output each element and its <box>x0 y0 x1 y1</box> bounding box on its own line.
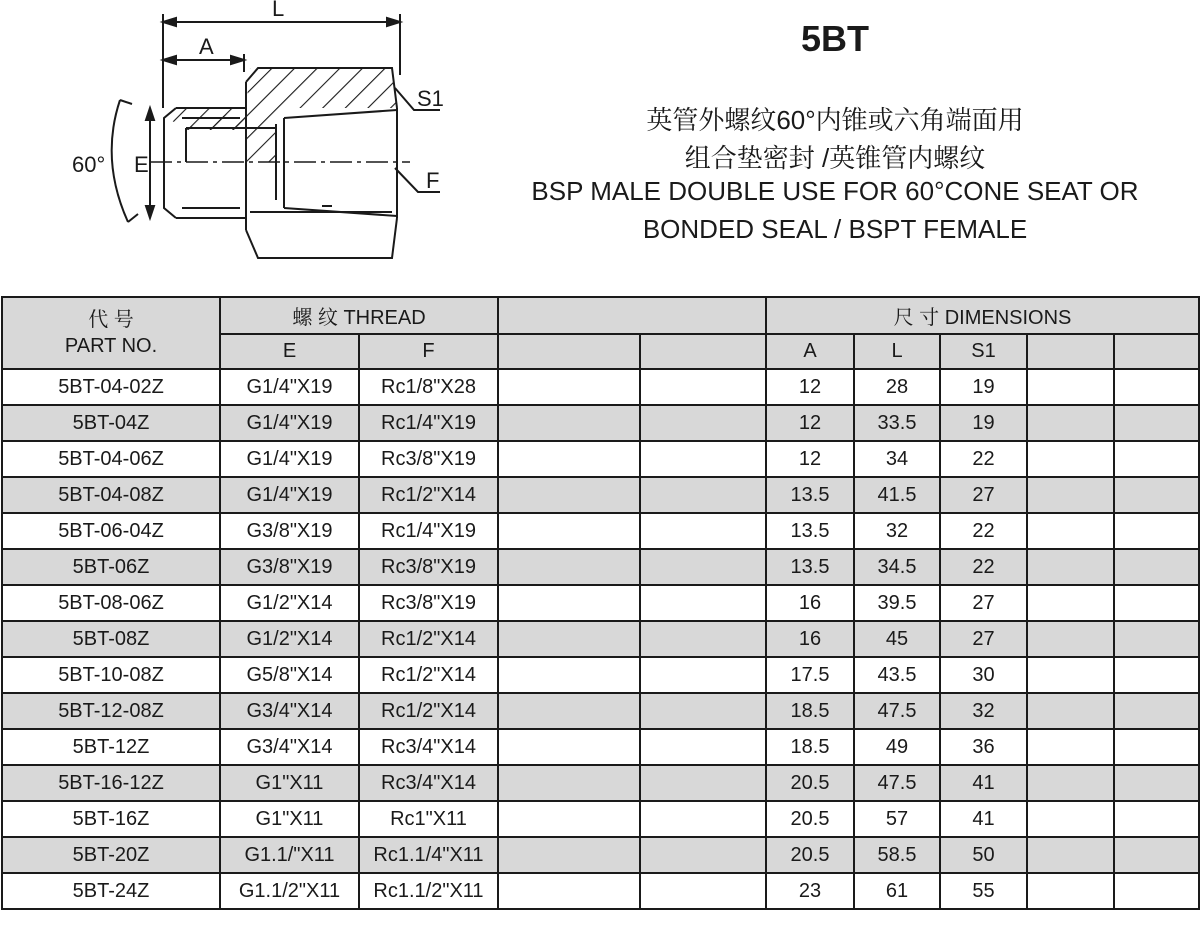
blank-cell <box>640 513 766 549</box>
blank-cell <box>640 477 766 513</box>
thread-f-cell: Rc1/2"X14 <box>359 693 498 729</box>
dim-a-cell: 12 <box>766 441 854 477</box>
dim-l-cell: 34 <box>854 441 940 477</box>
dim-a-cell: 13.5 <box>766 513 854 549</box>
dim-l-cell: 33.5 <box>854 405 940 441</box>
blank-cell <box>1027 837 1114 873</box>
blank-cell <box>498 873 640 909</box>
dim-l-cell: 58.5 <box>854 837 940 873</box>
dim-a-cell: 16 <box>766 585 854 621</box>
blank-cell <box>640 585 766 621</box>
thread-e-cell: G1/2"X14 <box>220 621 359 657</box>
blank-cell <box>1114 441 1199 477</box>
blank-cell <box>498 837 640 873</box>
blank-cell <box>498 585 640 621</box>
blank-header-cell <box>640 334 766 369</box>
dim-s1-cell: 27 <box>940 585 1027 621</box>
blank-cell <box>1027 621 1114 657</box>
blank-cell <box>1114 477 1199 513</box>
thread-e-cell: G1"X11 <box>220 801 359 837</box>
blank-cell <box>640 621 766 657</box>
blank-cell <box>640 405 766 441</box>
thread-f-cell: Rc3/8"X19 <box>359 585 498 621</box>
description-en-2: BONDED SEAL / BSPT FEMALE <box>642 214 1028 244</box>
blank-cell <box>1027 477 1114 513</box>
label-angle: 60° <box>72 152 106 177</box>
label-F: F <box>426 168 440 193</box>
description-cn-2: 组合垫密封 /英锥管内螺纹 <box>684 143 986 173</box>
thread-e-cell: G3/4"X14 <box>220 729 359 765</box>
l-header: L <box>854 334 940 369</box>
blank-cell <box>1027 693 1114 729</box>
thread-e-cell: G3/8"X19 <box>220 549 359 585</box>
blank-header <box>498 297 766 334</box>
dim-a-cell: 17.5 <box>766 657 854 693</box>
blank-cell <box>1114 837 1199 873</box>
thread-f-cell: Rc1/2"X14 <box>359 477 498 513</box>
blank-cell <box>1027 657 1114 693</box>
part-no-cell: 5BT-04-08Z <box>2 477 220 513</box>
label-A: A <box>199 34 214 59</box>
blank-cell <box>1027 765 1114 801</box>
dim-s1-cell: 22 <box>940 441 1027 477</box>
thread-e-cell: G1/4"X19 <box>220 477 359 513</box>
blank-cell <box>498 441 640 477</box>
dim-a-cell: 13.5 <box>766 477 854 513</box>
thread-e-cell: G1/2"X14 <box>220 585 359 621</box>
blank-cell <box>498 657 640 693</box>
part-no-cell: 5BT-04Z <box>2 405 220 441</box>
a-header: A <box>766 334 854 369</box>
thread-f-cell: Rc1/4"X19 <box>359 513 498 549</box>
table-row <box>2 621 1199 657</box>
blank-cell <box>498 621 640 657</box>
thread-f-cell: Rc3/4"X14 <box>359 765 498 801</box>
blank-cell <box>640 693 766 729</box>
dim-s1-cell: 41 <box>940 765 1027 801</box>
blank-header-cell <box>1027 334 1114 369</box>
dim-s1-cell: 27 <box>940 621 1027 657</box>
dim-s1-cell: 22 <box>940 549 1027 585</box>
table-row <box>2 549 1199 585</box>
blank-cell <box>640 369 766 405</box>
dim-s1-cell: 30 <box>940 657 1027 693</box>
part-no-cell: 5BT-06Z <box>2 549 220 585</box>
part-no-cell: 5BT-16-12Z <box>2 765 220 801</box>
blank-cell <box>1114 729 1199 765</box>
description-cn-1: 英管外螺纹60°内锥或六角端面用 <box>646 105 1024 135</box>
dim-a-cell: 18.5 <box>766 693 854 729</box>
part-no-cell: 5BT-12-08Z <box>2 693 220 729</box>
blank-cell <box>1114 765 1199 801</box>
blank-cell <box>640 441 766 477</box>
label-L: L <box>272 0 285 21</box>
table-row <box>2 405 1199 441</box>
part-no-cell: 5BT-08Z <box>2 621 220 657</box>
blank-cell <box>1027 801 1114 837</box>
blank-cell <box>1114 621 1199 657</box>
table-row <box>2 585 1199 621</box>
dim-l-cell: 49 <box>854 729 940 765</box>
dim-a-cell: 12 <box>766 405 854 441</box>
part-no-cell: 5BT-24Z <box>2 873 220 909</box>
e-header: E <box>220 334 359 369</box>
dim-a-cell: 18.5 <box>766 729 854 765</box>
part-no-header-en: PART NO. <box>64 335 158 357</box>
thread-f-cell: Rc3/8"X19 <box>359 441 498 477</box>
dim-a-cell: 13.5 <box>766 549 854 585</box>
table-row <box>2 801 1199 837</box>
blank-cell <box>498 765 640 801</box>
thread-e-cell: G3/4"X14 <box>220 693 359 729</box>
thread-f-cell: Rc1.1/2"X11 <box>359 873 498 909</box>
dim-a-cell: 20.5 <box>766 837 854 873</box>
blank-cell <box>640 729 766 765</box>
blank-cell <box>1027 405 1114 441</box>
blank-cell <box>498 477 640 513</box>
fitting-drawing <box>0 0 470 290</box>
dim-l-cell: 61 <box>854 873 940 909</box>
label-S1: S1 <box>417 86 444 111</box>
dim-l-cell: 39.5 <box>854 585 940 621</box>
dim-l-cell: 28 <box>854 369 940 405</box>
blank-cell <box>1114 513 1199 549</box>
part-no-cell: 5BT-16Z <box>2 801 220 837</box>
part-no-header <box>2 297 220 369</box>
dim-a-cell: 20.5 <box>766 765 854 801</box>
dim-s1-cell: 36 <box>940 729 1027 765</box>
table-row <box>2 693 1199 729</box>
dim-s1-cell: 55 <box>940 873 1027 909</box>
blank-cell <box>1114 657 1199 693</box>
table-row <box>2 657 1199 693</box>
s1-header: S1 <box>940 334 1027 369</box>
dim-s1-cell: 32 <box>940 693 1027 729</box>
dim-l-cell: 32 <box>854 513 940 549</box>
blank-cell <box>1114 873 1199 909</box>
table-row <box>2 837 1199 873</box>
dim-a-cell: 12 <box>766 369 854 405</box>
dim-l-cell: 57 <box>854 801 940 837</box>
blank-cell <box>498 729 640 765</box>
blank-cell <box>498 405 640 441</box>
dim-s1-cell: 19 <box>940 405 1027 441</box>
dim-l-cell: 47.5 <box>854 693 940 729</box>
blank-cell <box>498 549 640 585</box>
blank-cell <box>498 693 640 729</box>
thread-e-cell: G5/8"X14 <box>220 657 359 693</box>
thread-f-cell: Rc1/2"X14 <box>359 657 498 693</box>
blank-cell <box>1114 693 1199 729</box>
blank-cell <box>1114 549 1199 585</box>
dim-s1-cell: 41 <box>940 801 1027 837</box>
model-title: 5BT <box>800 18 869 59</box>
thread-f-cell: Rc1"X11 <box>359 801 498 837</box>
dimensions-header: 尺 寸 DIMENSIONS <box>766 297 1199 334</box>
dim-s1-cell: 50 <box>940 837 1027 873</box>
table-header-row-1 <box>2 297 1199 334</box>
thread-f-cell: Rc3/8"X19 <box>359 549 498 585</box>
blank-cell <box>640 549 766 585</box>
blank-cell <box>1027 585 1114 621</box>
thread-f-cell: Rc1/4"X19 <box>359 405 498 441</box>
part-no-cell: 5BT-04-02Z <box>2 369 220 405</box>
thread-f-cell: Rc1/8"X28 <box>359 369 498 405</box>
dim-a-cell: 23 <box>766 873 854 909</box>
dim-a-cell: 16 <box>766 621 854 657</box>
dim-l-cell: 43.5 <box>854 657 940 693</box>
f-header: F <box>359 334 498 369</box>
blank-header-cell <box>498 334 640 369</box>
dim-l-cell: 47.5 <box>854 765 940 801</box>
part-no-cell: 5BT-08-06Z <box>2 585 220 621</box>
blank-cell <box>1114 369 1199 405</box>
blank-cell <box>498 801 640 837</box>
blank-cell <box>1027 873 1114 909</box>
part-no-cell: 5BT-06-04Z <box>2 513 220 549</box>
thread-e-cell: G1"X11 <box>220 765 359 801</box>
thread-f-cell: Rc1/2"X14 <box>359 621 498 657</box>
thread-e-cell: G1/4"X19 <box>220 441 359 477</box>
table-row <box>2 441 1199 477</box>
dim-a-cell: 20.5 <box>766 801 854 837</box>
blank-cell <box>1114 585 1199 621</box>
dim-s1-cell: 22 <box>940 513 1027 549</box>
blank-cell <box>640 765 766 801</box>
thread-f-cell: Rc3/4"X14 <box>359 729 498 765</box>
part-no-cell: 5BT-20Z <box>2 837 220 873</box>
table-row <box>2 765 1199 801</box>
blank-cell <box>1114 801 1199 837</box>
part-no-header-cn: 代 号 <box>88 309 134 331</box>
blank-cell <box>640 873 766 909</box>
thread-header: 螺 纹 THREAD <box>220 297 498 334</box>
blank-cell <box>1027 369 1114 405</box>
blank-cell <box>498 513 640 549</box>
table-row <box>2 729 1199 765</box>
blank-cell <box>640 657 766 693</box>
thread-e-cell: G1/4"X19 <box>220 405 359 441</box>
table-row <box>2 873 1199 909</box>
thread-e-cell: G1/4"X19 <box>220 369 359 405</box>
blank-cell <box>640 801 766 837</box>
blank-cell <box>1027 441 1114 477</box>
blank-cell <box>1114 405 1199 441</box>
dim-l-cell: 45 <box>854 621 940 657</box>
part-no-cell: 5BT-04-06Z <box>2 441 220 477</box>
part-no-cell: 5BT-12Z <box>2 729 220 765</box>
blank-cell <box>640 837 766 873</box>
dim-s1-cell: 19 <box>940 369 1027 405</box>
label-E: E <box>134 152 149 177</box>
thread-e-cell: G1.1/"X11 <box>220 837 359 873</box>
blank-cell <box>498 369 640 405</box>
blank-cell <box>1027 549 1114 585</box>
thread-e-cell: G1.1/2"X11 <box>220 873 359 909</box>
blank-cell <box>1027 729 1114 765</box>
dim-s1-cell: 27 <box>940 477 1027 513</box>
blank-cell <box>1027 513 1114 549</box>
description-en-1: BSP MALE DOUBLE USE FOR 60°CONE SEAT OR <box>531 176 1139 206</box>
dim-l-cell: 41.5 <box>854 477 940 513</box>
spec-table <box>1 296 1200 910</box>
dim-l-cell: 34.5 <box>854 549 940 585</box>
blank-header-cell <box>1114 334 1199 369</box>
thread-f-cell: Rc1.1/4"X11 <box>359 837 498 873</box>
table-row <box>2 477 1199 513</box>
part-no-cell: 5BT-10-08Z <box>2 657 220 693</box>
thread-e-cell: G3/8"X19 <box>220 513 359 549</box>
table-row <box>2 513 1199 549</box>
table-row <box>2 369 1199 405</box>
